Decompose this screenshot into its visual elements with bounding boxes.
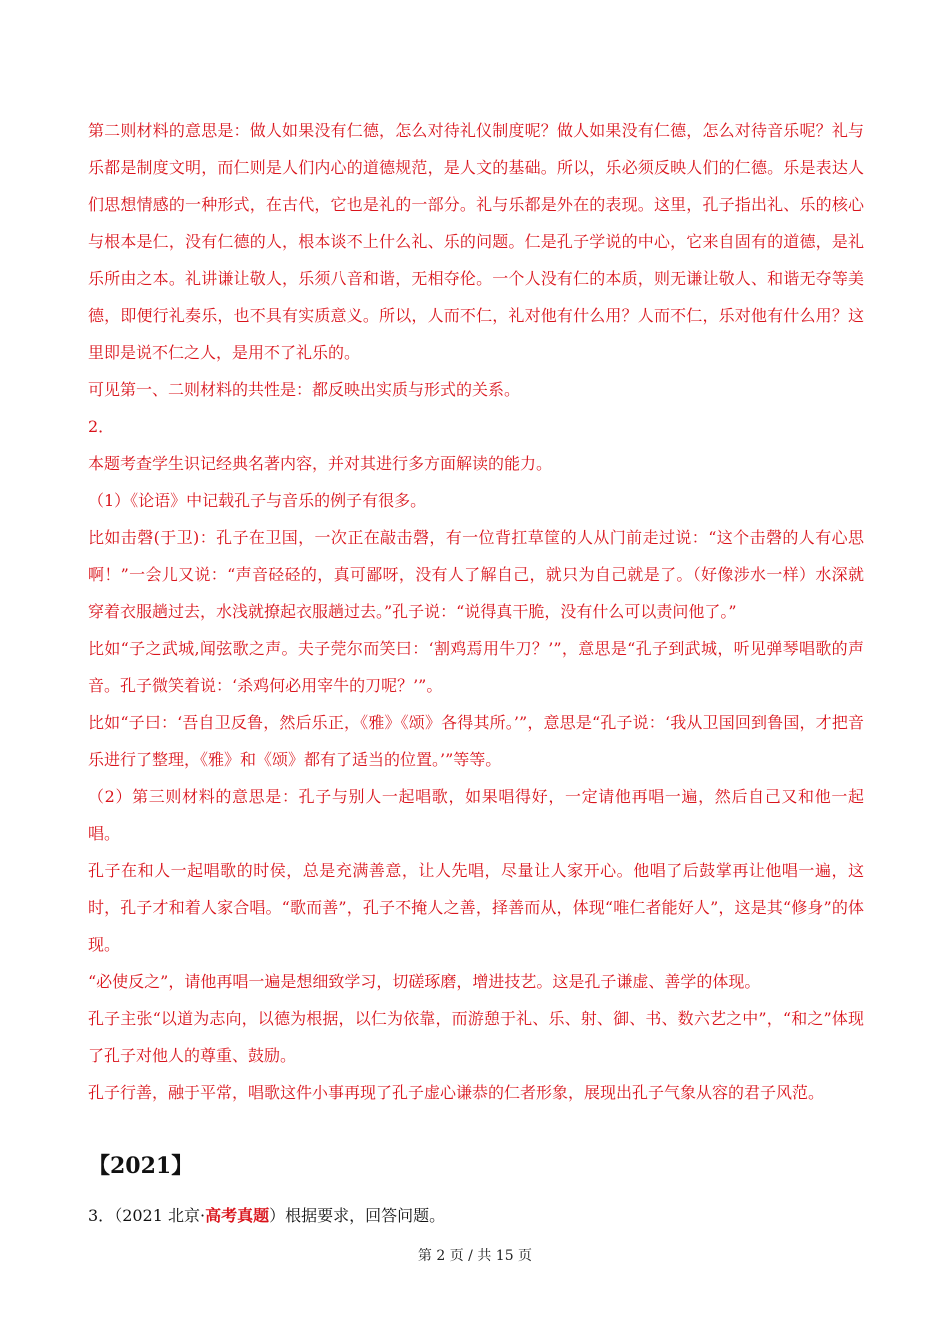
answer-paragraph: 可见第一、二则材料的共性是：都反映出实质与形式的关系。 bbox=[88, 380, 521, 399]
answer-content bbox=[88, 112, 864, 1111]
answer-paragraph: 本题考查学生识记经典名著内容，并对其进行多方面解读的能力。 bbox=[88, 454, 553, 473]
answer-paragraph: （2）第三则材料的意思是：孔子与别人一起唱歌，如果唱得好，一定请他再唱一遍，然后自己又和他一起唱。 bbox=[88, 787, 864, 843]
answer-paragraph: 比如“子之武城,闻弦歌之声。夫子莞尔而笑曰：‘割鸡焉用牛刀？’”，意思是“孔子到武城，听见弹琴唱歌的声音。孔子微笑着说：‘杀鸡何必用宰牛的刀呢？’”。 bbox=[88, 639, 864, 695]
answer-paragraph: 孔子行善，融于平常，唱歌这件小事再现了孔子虚心谦恭的仁者形象，展现出孔子气象从容的君子风范。 bbox=[88, 1083, 825, 1102]
answer-paragraph: 第二则材料的意思是：做人如果没有仁德，怎么对待礼仪制度呢？做人如果没有仁德，怎么对待音乐呢？礼与乐都是制度文明，而仁则是人们内心的道德规范，是人文的基础。所以，乐必须反映人们的仁德。乐是表达人们思想情感的一种形式，在古代，它也是礼的一部分。礼与乐都是外在的表现。这里，孔子指出礼、乐的核心与根本是仁，没有仁德的人，根本谈不上什么礼、乐的问题。仁是孔子学说的中心，它来自固有的道德，是礼乐所由之本。礼讲谦让敬人，乐须八音和谐，无相夺伦。一个人没有仁的本质，则无谦让敬人、和谐无夺等美德，即便行礼奏乐，也不具有实质意义。所以，人而不仁，礼对他有什么用？人而不仁，乐对他有什么用？这里即是说不仁之人，是用不了礼乐的。 bbox=[88, 121, 864, 362]
answer-number: 2． bbox=[88, 417, 115, 436]
question-number: 3． bbox=[88, 1206, 115, 1225]
question-prompt: ）根据要求，回答问题。 bbox=[269, 1206, 446, 1225]
question-source-tag: 高考真题 bbox=[205, 1206, 270, 1225]
year-heading: 【2021】 bbox=[88, 1153, 194, 1179]
answer-paragraph: 孔子在和人一起唱歌的时侯，总是充满善意，让人先唱，尽量让人家开心。他唱了后鼓掌再让他唱一遍，这时，孔子才和着人家合唱。“歌而善”，孔子不掩人之善，择善而从，体现“唯仁者能好人”，这是其“修身”的体现。 bbox=[88, 861, 864, 954]
question-line bbox=[88, 1200, 445, 1232]
answer-paragraph: 孔子主张“以道为志向，以德为根据，以仁为依靠，而游憩于礼、乐、射、御、书、数六艺之中”，“和之”体现了孔子对他人的尊重、鼓励。 bbox=[88, 1009, 864, 1065]
question-source-prefix: （2021 北京· bbox=[114, 1206, 206, 1225]
answer-paragraph: “必使反之”，请他再唱一遍是想细致学习，切磋琢磨，增进技艺。这是孔子谦虚、善学的体现。 bbox=[88, 972, 761, 991]
answer-paragraph: 比如击磬(于卫)：孔子在卫国，一次正在敲击磬，有一位背扛草筐的人从门前走过说：“这个击磬的人有心思啊！”一会儿又说：“声音硁硁的，真可鄙呀，没有人了解自己，就只为自己就是了。（好像涉水一样）水深就穿着衣服趟过去，水浅就撩起衣服趟过去。”孔子说：“说得真干脆，没有什么可以责问他了。” bbox=[88, 528, 864, 621]
answer-paragraph: （1）《论语》中记载孔子与音乐的例子有很多。 bbox=[88, 491, 427, 510]
page-footer: 第 2 页 / 共 15 页 bbox=[417, 1248, 533, 1264]
answer-paragraph: 比如“子曰：‘吾自卫反鲁，然后乐正，《雅》《颂》各得其所。’”，意思是“孔子说：‘我从卫国回到鲁国，才把音乐进行了整理，《雅》和《颂》都有了适当的位置。’”等等。 bbox=[88, 713, 864, 769]
